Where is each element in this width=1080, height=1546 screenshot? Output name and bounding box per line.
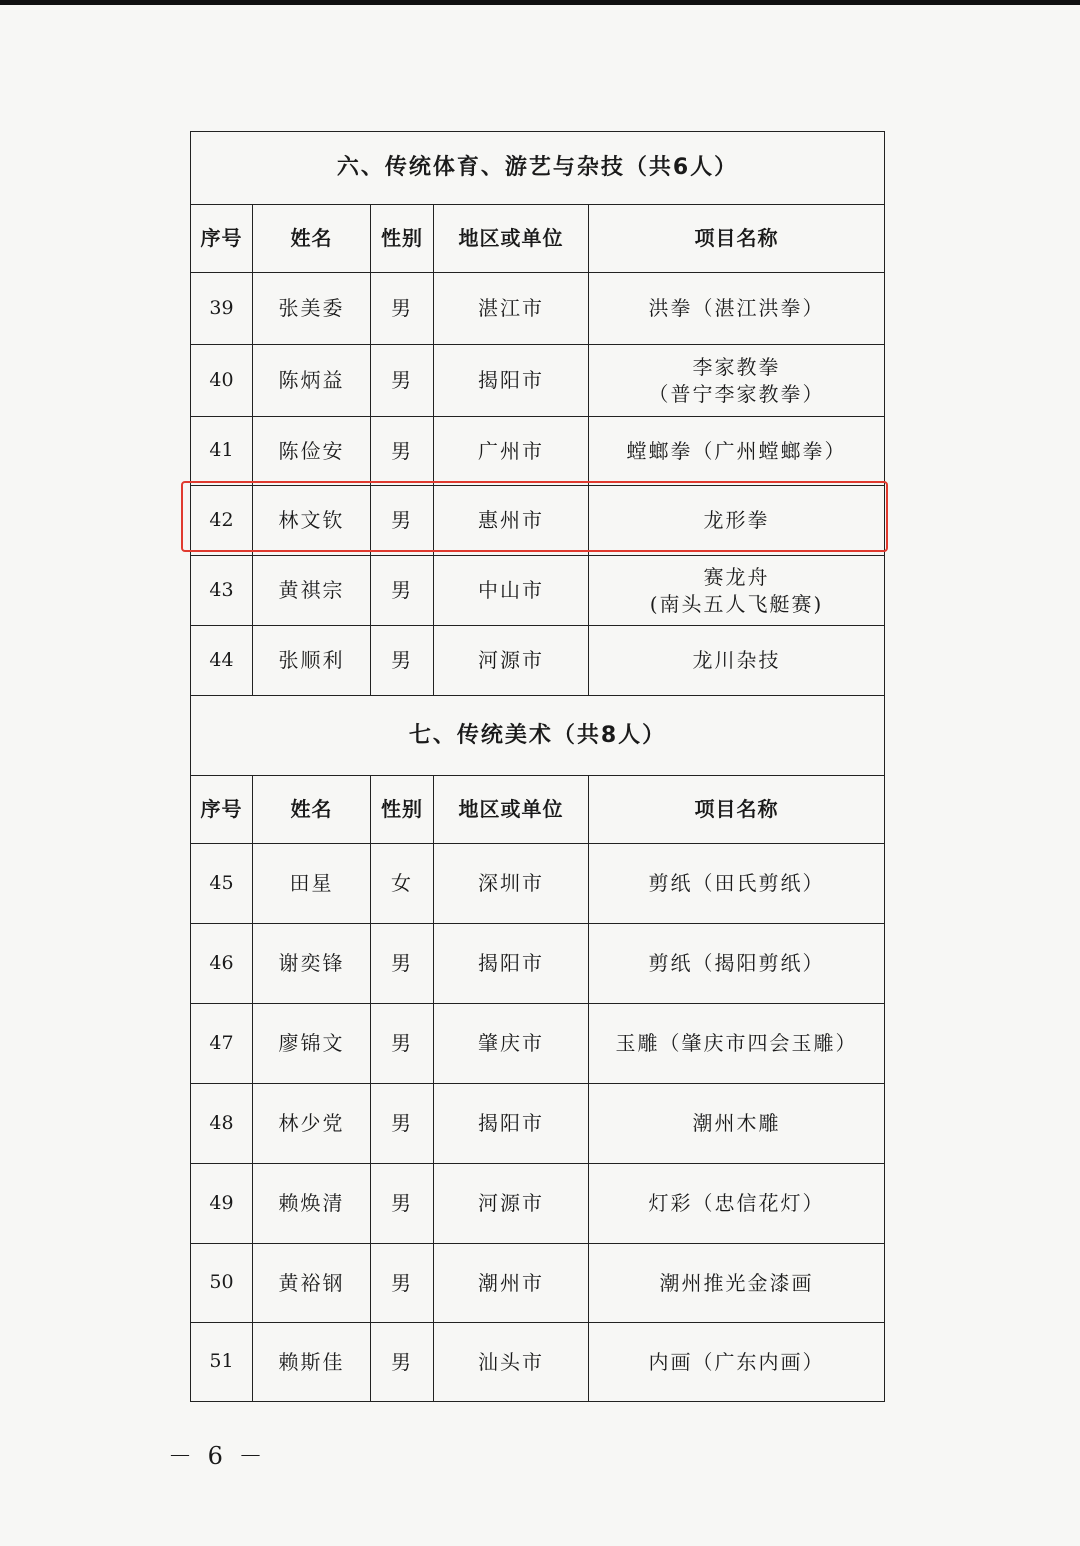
table-row [191,1323,885,1402]
row-no: 40 [191,345,253,417]
col-header-name: 姓名 [253,776,371,844]
row-gender: 男 [371,486,434,556]
row-project [589,556,885,626]
project-line-1: 李家教拳 [692,354,781,379]
row-project: 潮州推光金漆画 [589,1244,885,1323]
row-name: 张美委 [253,273,371,345]
row-name: 黄祺宗 [253,556,371,626]
row-no: 42 [191,486,253,556]
column-header-row [191,205,885,273]
row-project: 潮州木雕 [589,1084,885,1164]
table-row [191,924,885,1004]
table-row [191,1164,885,1244]
row-gender: 男 [371,273,434,345]
row-project: 内画（广东内画） [589,1323,885,1402]
col-header-project: 项目名称 [589,776,885,844]
row-project [589,345,885,417]
col-header-gender: 性别 [371,205,434,273]
row-project: 洪拳（湛江洪拳） [589,273,885,345]
row-region: 揭阳市 [434,345,589,417]
row-gender: 男 [371,417,434,486]
row-project: 灯彩（忠信花灯） [589,1164,885,1244]
row-gender: 男 [371,1004,434,1084]
row-project: 剪纸（田氏剪纸） [589,844,885,924]
row-no: 44 [191,626,253,696]
row-project: 剪纸（揭阳剪纸） [589,924,885,1004]
row-name: 陈炳益 [253,345,371,417]
row-name: 黄裕钢 [253,1244,371,1323]
project-line-2: （普宁李家教拳） [648,381,825,406]
row-gender: 男 [371,345,434,417]
row-region: 揭阳市 [434,924,589,1004]
table-row [191,417,885,486]
row-gender: 男 [371,1084,434,1164]
row-project: 龙形拳 [589,486,885,556]
row-project: 螳螂拳（广州螳螂拳） [589,417,885,486]
project-line-2: (南头五人飞艇赛) [649,591,824,616]
table-row [191,345,885,417]
row-no: 49 [191,1164,253,1244]
row-no: 39 [191,273,253,345]
col-header-project: 项目名称 [589,205,885,273]
row-region: 惠州市 [434,486,589,556]
row-name: 张顺利 [253,626,371,696]
section-title: 六、传统体育、游艺与杂技（共6人） [191,132,885,205]
col-header-no: 序号 [191,776,253,844]
row-region: 湛江市 [434,273,589,345]
row-no: 47 [191,1004,253,1084]
row-name: 赖焕清 [253,1164,371,1244]
section-header [191,132,885,205]
column-header-row [191,776,885,844]
row-name: 林少党 [253,1084,371,1164]
col-header-region: 地区或单位 [434,776,589,844]
row-name: 陈俭安 [253,417,371,486]
row-project: 玉雕（肇庆市四会玉雕） [589,1004,885,1084]
table-row [191,556,885,626]
table-row [191,273,885,345]
row-gender: 男 [371,924,434,1004]
row-name: 谢奕锋 [253,924,371,1004]
row-project: 龙川杂技 [589,626,885,696]
page-number: － 6 － [168,1442,267,1470]
row-gender: 男 [371,1164,434,1244]
row-gender: 男 [371,1244,434,1323]
row-gender: 男 [371,626,434,696]
col-header-gender: 性别 [371,776,434,844]
row-no: 48 [191,1084,253,1164]
row-region: 潮州市 [434,1244,589,1323]
table-row [191,1244,885,1323]
col-header-region: 地区或单位 [434,205,589,273]
row-region: 汕头市 [434,1323,589,1402]
row-name: 田星 [253,844,371,924]
row-region: 河源市 [434,626,589,696]
project-line-1: 赛龙舟 [703,564,770,589]
table-row [191,844,885,924]
col-header-name: 姓名 [253,205,371,273]
row-name: 林文钦 [253,486,371,556]
col-header-no: 序号 [191,205,253,273]
row-region: 中山市 [434,556,589,626]
section-title: 七、传统美术（共8人） [191,696,885,776]
row-no: 43 [191,556,253,626]
row-region: 揭阳市 [434,1084,589,1164]
row-name: 赖斯佳 [253,1323,371,1402]
row-name: 廖锦文 [253,1004,371,1084]
row-gender: 男 [371,1323,434,1402]
row-gender: 男 [371,556,434,626]
row-no: 45 [191,844,253,924]
row-no: 46 [191,924,253,1004]
row-region: 河源市 [434,1164,589,1244]
table-row [191,1004,885,1084]
row-region: 广州市 [434,417,589,486]
heritage-inheritors-table [190,131,885,1402]
table-row [191,1084,885,1164]
row-region: 肇庆市 [434,1004,589,1084]
table-row [191,626,885,696]
row-no: 51 [191,1323,253,1402]
row-no: 50 [191,1244,253,1323]
row-gender: 女 [371,844,434,924]
row-no: 41 [191,417,253,486]
row-region: 深圳市 [434,844,589,924]
section-header [191,696,885,776]
table-row-highlighted [191,486,885,556]
